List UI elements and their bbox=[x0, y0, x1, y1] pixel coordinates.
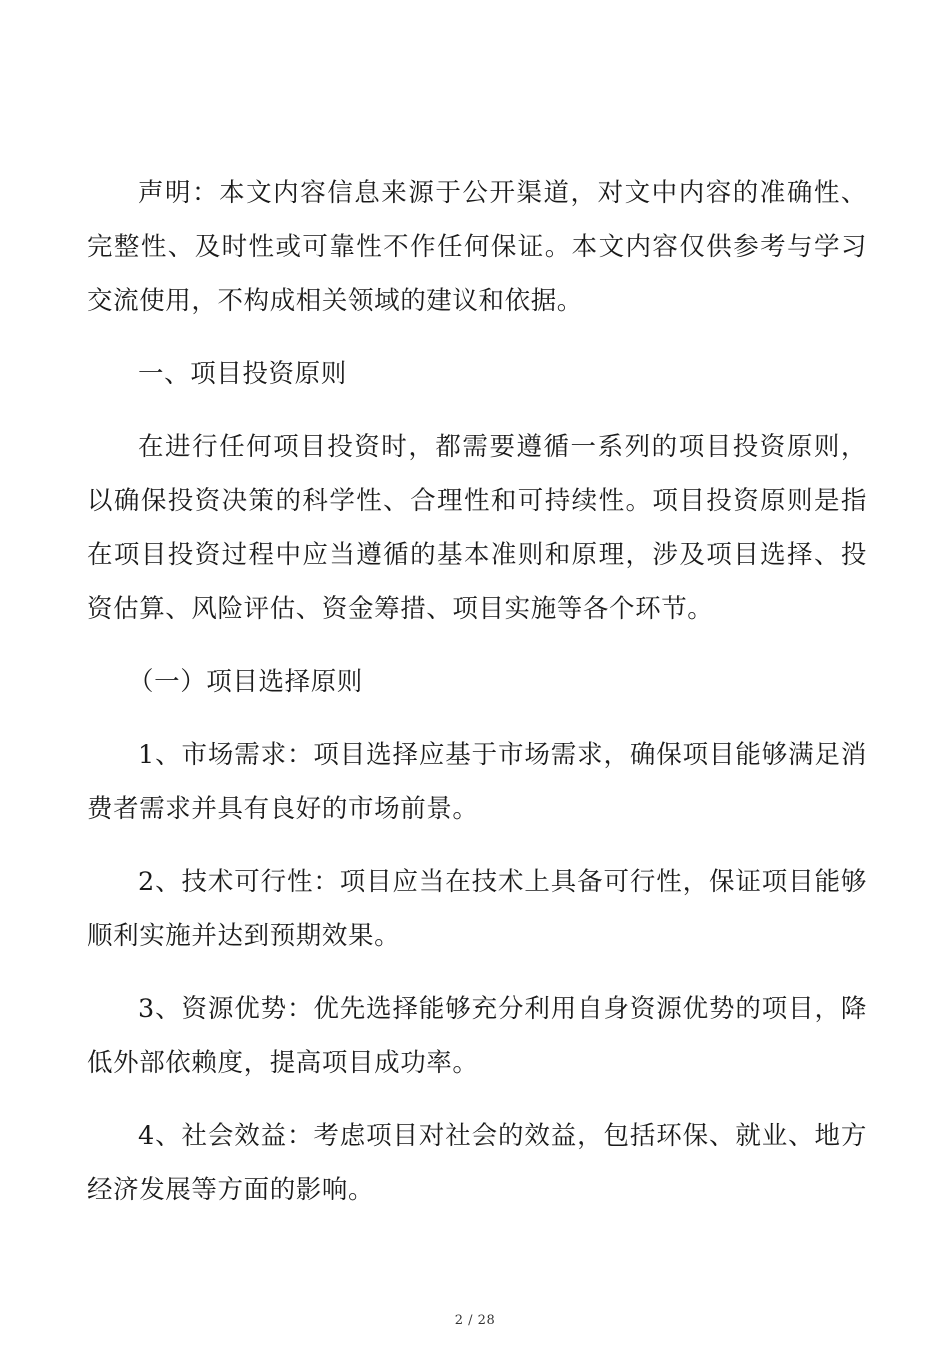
section-heading: 一、项目投资原则 bbox=[138, 359, 347, 389]
list-item-resource-advantage: 3、资源优势：优先选择能够充分利用自身资源优势的项目，降低外部依赖度，提高项目成功率。 bbox=[87, 994, 867, 1078]
list-item-technical-feasibility: 2、技术可行性：项目应当在技术上具备可行性，保证项目能够顺利实施并达到预期效果。 bbox=[87, 867, 867, 951]
list-item-market-demand: 1、市场需求：项目选择应基于市场需求，确保项目能够满足消费者需求并具有良好的市场前景。 bbox=[87, 740, 867, 824]
subsection-heading: （一）项目选择原则 bbox=[128, 667, 363, 697]
list-item-social-benefit: 4、社会效益：考虑项目对社会的效益，包括环保、就业、地方经济发展等方面的影响。 bbox=[87, 1121, 867, 1205]
document-body bbox=[87, 166, 867, 1236]
page-number: 2 / 28 bbox=[454, 1313, 496, 1328]
disclaimer-paragraph: 声明：本文内容信息来源于公开渠道，对文中内容的准确性、完整性、及时性或可靠性不作任何保证。本文内容仅供参考与学习交流使用，不构成相关领域的建议和依据。 bbox=[87, 178, 867, 316]
intro-paragraph: 在进行任何项目投资时，都需要遵循一系列的项目投资原则，以确保投资决策的科学性、合理性和可持续性。项目投资原则是指在项目投资过程中应当遵循的基本准则和原理，涉及项目选择、投资估算、风险评估、资金筹措、项目实施等各个环节。 bbox=[87, 432, 867, 624]
